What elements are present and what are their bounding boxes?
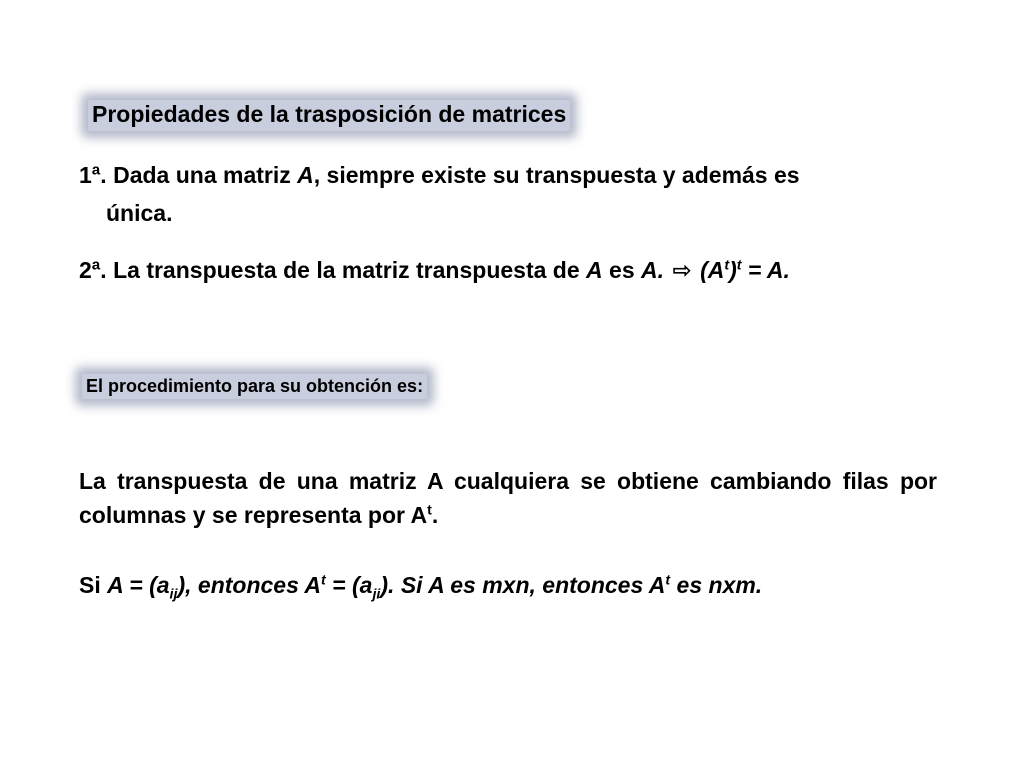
property-2-result: A. — [641, 257, 665, 283]
property-1-variable: A — [297, 162, 314, 188]
slide-title: Propiedades de la trasposición de matrices — [88, 100, 570, 131]
arrow-right-icon: ⇨ — [672, 257, 692, 283]
transpose-description: La transpuesta de una matriz A cualquiera se obtiene cambiando filas por columnas y se representa por $A^t$. — [79, 468, 937, 528]
property-2 — [79, 251, 949, 289]
property-2-variable: A — [586, 257, 603, 283]
property-1-text-c: única. — [106, 200, 173, 226]
property-2-number: 2ª. — [79, 257, 107, 283]
transpose-formula: Si $A = (a_{ij})$, entonces $A^t = (a_{ji})$. Si A es mxn, entonces $A^t$ es nxm. — [79, 572, 763, 603]
property-1 — [79, 156, 949, 232]
property-2-formula: $(A^t)^t = A$. — [700, 257, 790, 283]
property-1-text-a: Dada una matriz — [113, 162, 291, 188]
property-1-text-b: , siempre existe su transpuesta y además es — [313, 162, 800, 188]
property-1-number: 1ª. — [79, 162, 107, 188]
procedure-label: El procedimiento para su obtención es: — [82, 374, 427, 399]
property-2-text-a: La transpuesta de la matriz transpuesta de — [113, 257, 580, 283]
property-2-text-b: es — [609, 257, 635, 283]
